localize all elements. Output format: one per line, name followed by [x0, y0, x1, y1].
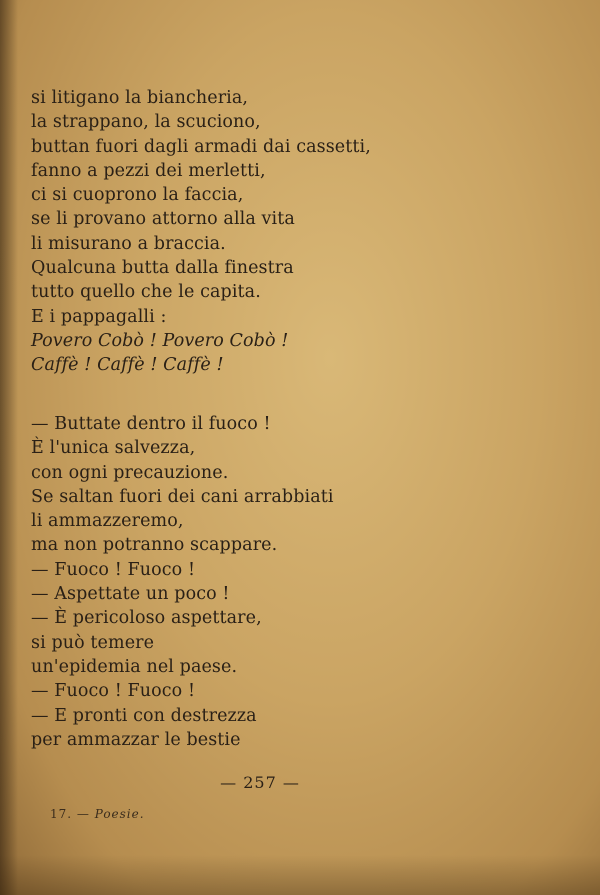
signature-mark — [50, 807, 145, 821]
poem-line: tutto quello che le capita. — [31, 282, 261, 303]
poem-line: si litigano la biancheria, — [31, 88, 249, 108]
poem-line: — Fuoco ! Fuoco ! — [31, 559, 196, 580]
poem-line: buttan fuori dagli armadi dai cassetti, — [31, 136, 371, 157]
poem-line: fanno a pezzi dei merletti, — [31, 160, 266, 181]
poem-line: E i pappagalli : — [31, 306, 167, 327]
poem-line: È l'unica salvezza, — [31, 438, 196, 459]
poem-line: se li provano attorno alla vita — [31, 209, 295, 230]
poem-line: ci si cuoprono la faccia, — [31, 185, 244, 206]
poem-line: si può temere — [31, 632, 155, 653]
poem-line: Caffè ! Caffè ! Caffè ! — [31, 355, 224, 376]
poem-line: Qualcuna butta dalla finestra — [31, 258, 294, 279]
poem-line: — Buttate dentro il fuoco ! — [31, 414, 271, 434]
poem-line: Se saltan fuori dei cani arrabbiati — [31, 486, 334, 507]
poem-line: li ammazzeremo, — [31, 511, 184, 532]
poem-line: con ogni precauzione. — [31, 462, 229, 483]
page-bottom-shadow — [0, 855, 600, 895]
poem-line: Povero Cobò ! Povero Cobò ! — [31, 330, 289, 351]
poem-line: li misurano a braccia. — [31, 233, 226, 254]
stanza-2 — [31, 412, 551, 752]
poem-line: — Aspettate un poco ! — [31, 584, 230, 605]
poem-line: per ammazzar le bestie — [31, 729, 241, 750]
poem-line: — E pronti con destrezza — [31, 705, 257, 726]
poem-line: — È pericoloso aspettare, — [31, 608, 262, 629]
poem-line: un'epidemia nel paese. — [31, 656, 238, 677]
signature-title: Poesie. — [94, 807, 145, 821]
poem-line: la strappano, la scuciono, — [31, 112, 261, 133]
poem-line: ma non potranno scappare. — [31, 535, 278, 556]
signature-number: 17. — — [50, 807, 90, 821]
poem-line: — Fuoco ! Fuoco ! — [31, 681, 196, 702]
page-edge-shadow — [0, 0, 18, 895]
page-number: — 257 — — [220, 773, 300, 792]
stanza-1 — [31, 86, 551, 378]
